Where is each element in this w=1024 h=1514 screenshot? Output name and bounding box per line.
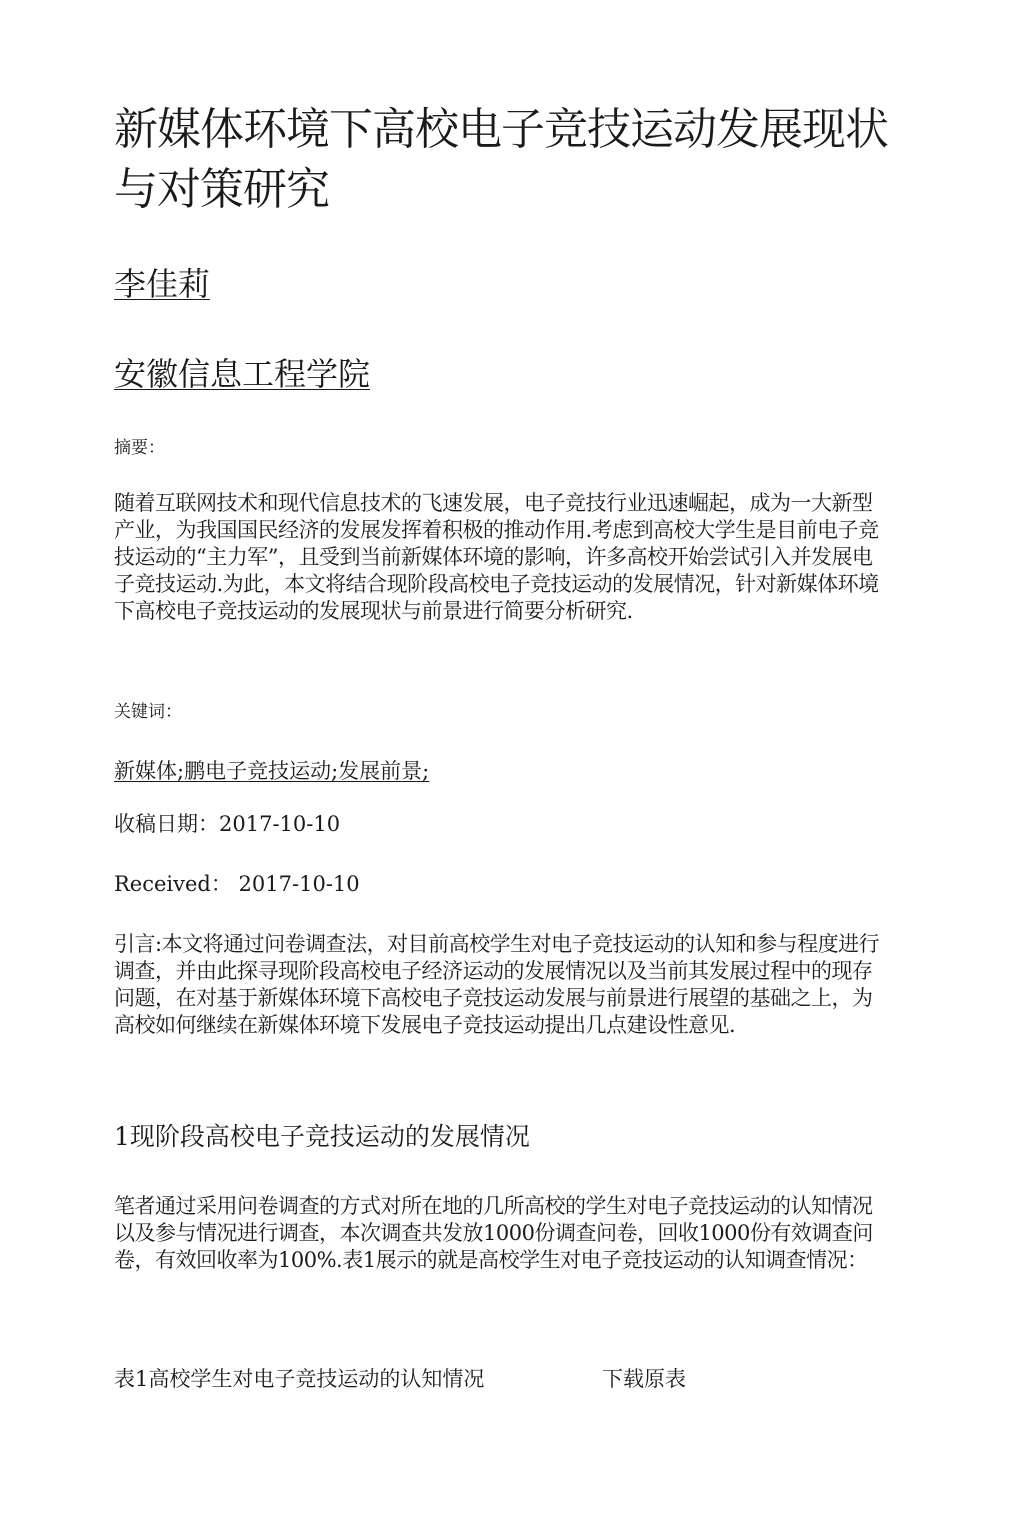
keyword-link[interactable]: 新媒体; bbox=[114, 759, 185, 783]
section-body-text: 笔者通过采用问卷调查的方式对所在地的几所高校的学生对电子竞技运动的认知情况以及参与情况进行调查，本次调查共发放1000份调查问卷，回收1000份有效调查问卷，有效回收率为100%.表1展示的就是高校学生对电子竞技运动的认知调查情况： bbox=[114, 1194, 873, 1272]
abstract-label: 摘要： bbox=[114, 438, 165, 458]
keywords-label: 关键词： bbox=[114, 702, 182, 722]
article-title: 新媒体环境下高校电子竞技运动发展现状与对策研究 bbox=[114, 104, 888, 215]
section-heading: 1现阶段高校电子竞技运动的发展情况 bbox=[114, 1122, 530, 1151]
table-caption: 表1高校学生对电子竞技运动的认知情况 bbox=[114, 1367, 485, 1391]
author-name[interactable]: 李佳莉 bbox=[114, 265, 211, 303]
table-caption-row bbox=[114, 1364, 814, 1394]
keyword-link[interactable]: 发展前景; bbox=[338, 759, 430, 783]
download-table-link[interactable]: 下载原表 bbox=[602, 1367, 686, 1391]
abstract-text: 随着互联网技术和现代信息技术的飞速发展，电子竞技行业迅速崛起，成为一大新型产业，为我国国民经济的发展发挥着积极的推动作用.考虑到高校大学生是目前电子竞技运动的“主力军”，且受到当前新媒体环境的影响，许多高校开始尝试引入并发展电子竞技运动.为此，本文将结合现阶段高校电子竞技运动的发展情况，针对新媒体环境下高校电子竞技运动的发展现状与前景进行简要分析研究. bbox=[114, 491, 879, 623]
keywords-list bbox=[114, 757, 429, 785]
keyword-link[interactable]: 鹏电子竞技运动; bbox=[184, 759, 339, 783]
introduction-text: 引言:本文将通过问卷调查法，对目前高校学生对电子竞技运动的认知和参与程度进行调查，并由此探寻现阶段高校电子经济运动的发展情况以及当前其发展过程中的现存问题，在对基于新媒体环境下高校电子竞技运动发展与前景进行展望的基础之上，为高校如何继续在新媒体环境下发展电子竞技运动提出几点建设性意见. bbox=[114, 932, 880, 1037]
author-affiliation[interactable]: 安徽信息工程学院 bbox=[114, 355, 371, 393]
received-date-english: Received： 2017-10-10 bbox=[114, 872, 360, 896]
received-date: 收稿日期：2017-10-10 bbox=[114, 812, 341, 836]
